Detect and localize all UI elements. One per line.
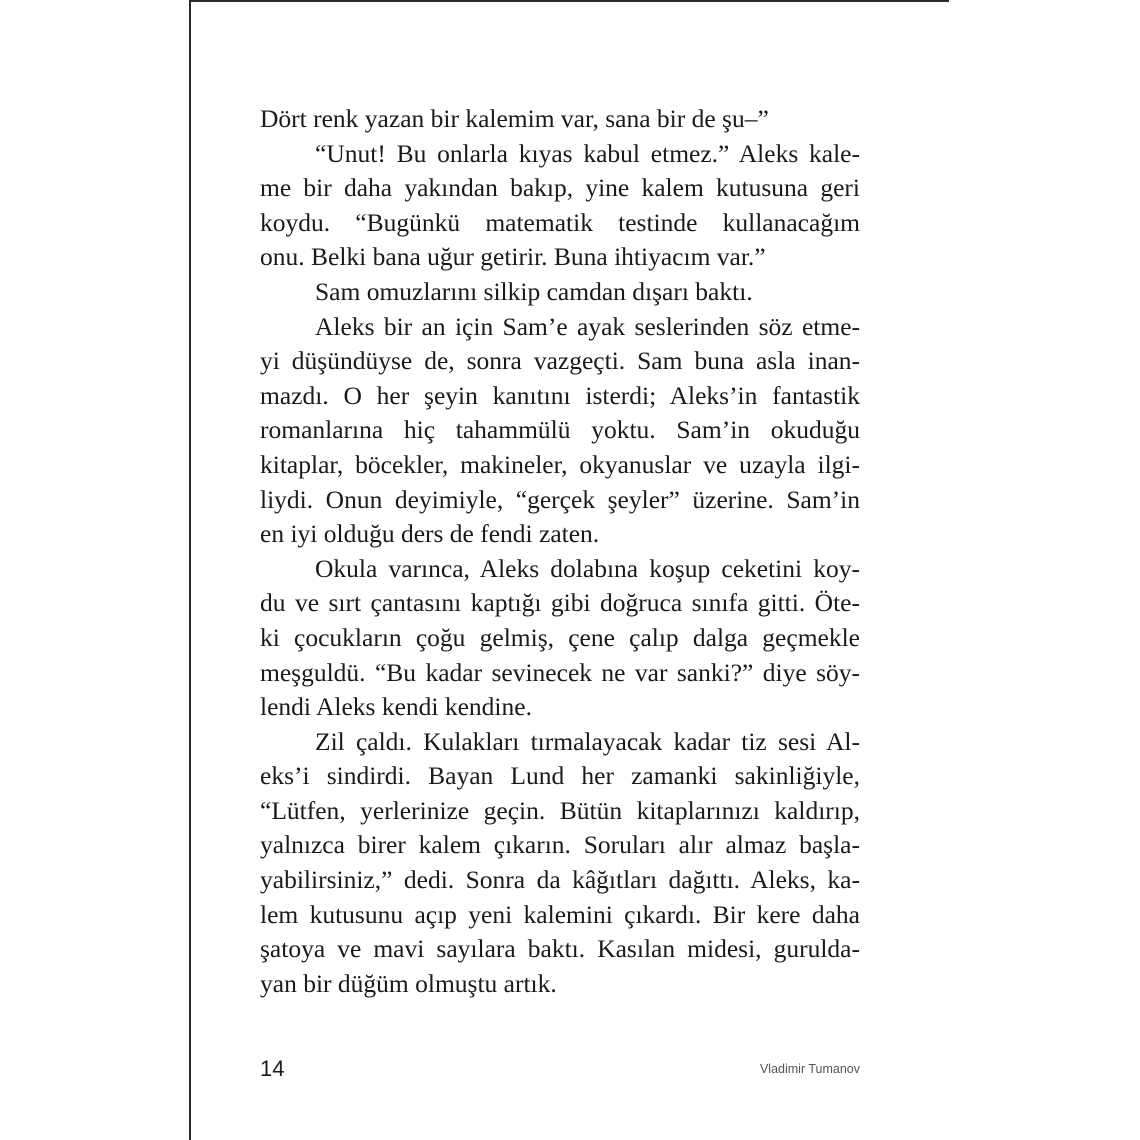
text-line: şatoya ve mavi sayılara baktı. Kasılan midesi, gurulda- xyxy=(260,934,860,964)
paragraph xyxy=(260,137,860,275)
text-line: yalnızca birer kalem çıkarın. Soruları alır almaz başla- xyxy=(260,830,860,860)
text-line: kitaplar, böcekler, makineler, okyanuslar ve uzayla ilgi- xyxy=(260,449,860,479)
text-line: Aleks bir an için Sam’e ayak seslerinden söz etme- xyxy=(315,311,860,341)
text-line: Dört renk yazan bir kalemim var, sana bir de şu–” xyxy=(260,104,769,133)
text-line: yabilirsiniz,” dedi. Sonra da kâğıtları dağıttı. Aleks, ka- xyxy=(260,865,860,895)
text-line: yi düşündüyse de, sonra vazgeçti. Sam buna asla inan- xyxy=(260,346,860,376)
text-line: meşguldü. “Bu kadar sevinecek ne var sanki?” diye söy- xyxy=(260,657,860,687)
text-line: koydu. “Bugünkü matematik testinde kullanacağım xyxy=(260,207,860,237)
author-name: Vladimir Tumanov xyxy=(759,1062,860,1076)
text-line: me bir daha yakından bakıp, yine kalem kutusuna geri xyxy=(260,173,860,203)
text-line: liydi. Onun deyimiyle, “gerçek şeyler” üzerine. Sam’in xyxy=(260,484,860,514)
text-line: eks’i sindirdi. Bayan Lund her zamanki sakinliğiyle, xyxy=(260,761,860,791)
text-line: romanlarına hiç tahammülü yoktu. Sam’in okuduğu xyxy=(260,415,860,445)
text-line: yan bir düğüm olmuştu artık. xyxy=(260,968,557,998)
body-text xyxy=(260,102,860,1001)
paragraph xyxy=(260,552,860,725)
text-line: ki çocukların çoğu gelmiş, çene çalıp dalga geçmekle xyxy=(260,622,860,652)
text-line: lendi Aleks kendi kendine. xyxy=(260,692,532,722)
paragraph xyxy=(260,310,860,552)
page-footer xyxy=(260,1056,860,1086)
text-line: du ve sırt çantasını kaptığı gibi doğruca sınıfa gitti. Öte- xyxy=(260,588,860,618)
text-line: Okula varınca, Aleks dolabına koşup ceketini koy- xyxy=(315,553,860,583)
text-line: en iyi olduğu ders de fendi zaten. xyxy=(260,519,600,549)
text-line: onu. Belki bana uğur getirir. Buna ihtiyacım var.” xyxy=(260,242,766,272)
text-line: mazdı. O her şeyin kanıtını isterdi; Aleks’in fantastik xyxy=(260,380,860,410)
text-line: “Unut! Bu onlarla kıyas kabul etmez.” Aleks kale- xyxy=(315,138,860,168)
page-frame-left-edge xyxy=(189,0,191,1140)
page-number: 14 xyxy=(260,1056,285,1081)
page-frame-top-edge xyxy=(189,0,949,2)
text-line: lem kutusunu açıp yeni kalemini çıkardı. Bir kere daha xyxy=(260,899,860,929)
text-line: Sam omuzlarını silkip camdan dışarı baktı. xyxy=(315,276,753,306)
paragraph xyxy=(260,725,860,1002)
text-line: “Lütfen, yerlerinize geçin. Bütün kitaplarınızı kaldırıp, xyxy=(260,795,860,825)
paragraph xyxy=(260,102,860,137)
paragraph xyxy=(260,275,860,310)
text-line: Zil çaldı. Kulakları tırmalayacak kadar tiz sesi Al- xyxy=(315,726,860,756)
